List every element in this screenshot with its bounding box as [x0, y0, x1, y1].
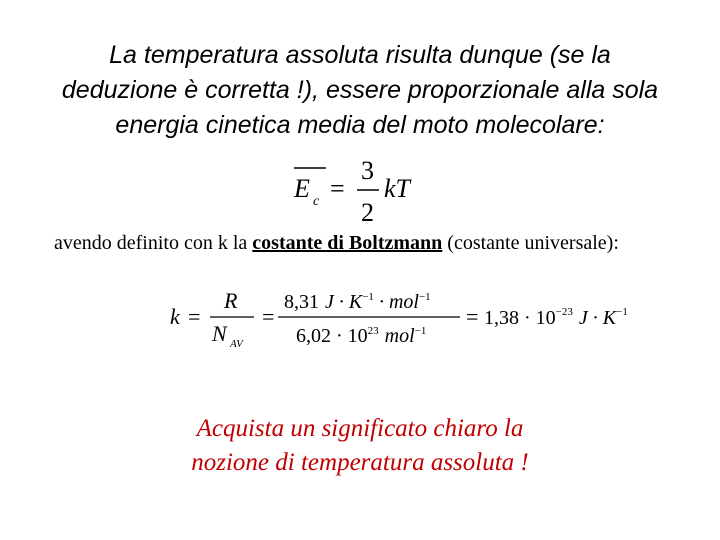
energy-symbol: E	[294, 174, 310, 203]
avogadro-symbol: N	[212, 321, 227, 346]
intro-text-after: (costante universale):	[442, 232, 619, 254]
gas-constant-symbol: R	[224, 288, 238, 313]
title-line-2: deduzione è corretta !), essere proporzionale alla sola	[61, 76, 659, 104]
boltzmann-constant-formula	[168, 282, 668, 354]
equals-sign: =	[330, 174, 345, 203]
title-line-1: La temperatura assoluta risulta dunque (se la	[109, 41, 611, 69]
kt-term: kT	[384, 174, 410, 203]
equals-sign-2: =	[262, 304, 275, 329]
avogadro-subscript: AV	[230, 338, 243, 350]
conclusion-line-2: nozione di temperatura assoluta !	[191, 449, 529, 476]
fraction-numerator: 3	[361, 156, 374, 185]
slide-title	[30, 38, 690, 143]
denominator-value-and-units: $6,02 \cdot 10^{23}$ mol$^{-1}$	[296, 325, 427, 347]
equals-sign-1: =	[188, 304, 201, 329]
energy-subscript: c	[313, 194, 320, 209]
numerator-value-and-units: 8,31 $J \cdot K^{-1} \cdot mol^{-1}$	[284, 291, 431, 313]
conclusion-text	[150, 412, 570, 480]
result-value-and-units: $1,38 \cdot 10^{-23}$ $J \cdot K^{-1}$	[484, 306, 628, 329]
conclusion-line-1: Acquista un significato chiaro la	[196, 415, 524, 442]
title-line-3: energia cinetica media del moto molecolare:	[115, 111, 605, 139]
k-symbol: k	[170, 304, 180, 329]
intro-paragraph	[54, 230, 674, 257]
intro-text-before: avendo definito con k la	[54, 232, 253, 254]
boltzmann-constant-term: costante di Boltzmann	[252, 232, 443, 254]
fraction-denominator: 2	[361, 198, 374, 227]
equals-sign-3: =	[466, 304, 479, 329]
kinetic-energy-formula	[292, 155, 432, 227]
